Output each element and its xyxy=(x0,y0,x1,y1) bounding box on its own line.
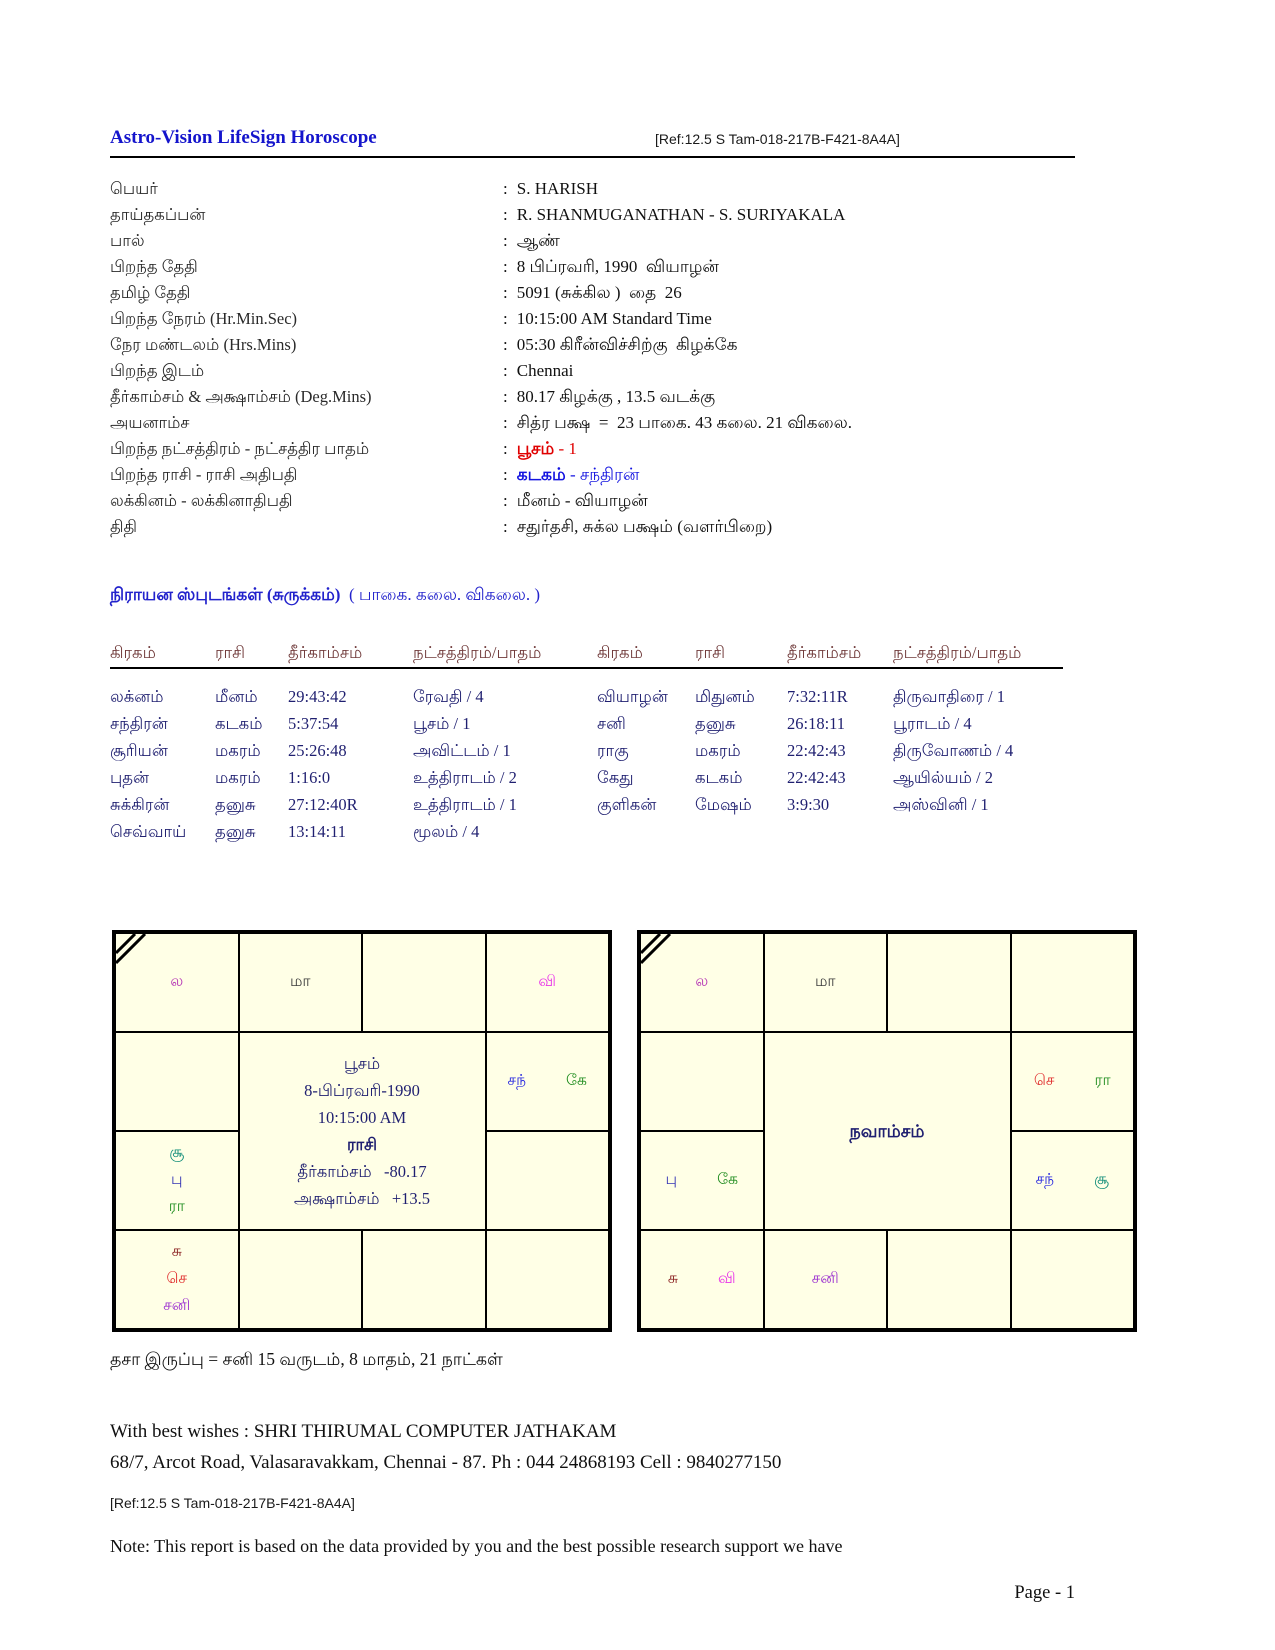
planet-label: மா xyxy=(814,973,836,990)
house-cell xyxy=(115,1131,239,1230)
house-cell xyxy=(764,933,888,1032)
colon: : xyxy=(503,465,508,484)
corner-mark-icon xyxy=(640,933,676,969)
rasi-name: கடகம் xyxy=(516,465,566,484)
colon: : xyxy=(503,361,508,380)
address-line: 68/7, Arcot Road, Valasaravakkam, Chennai - 87. Ph : 044 24868193 Cell : 9840277150 xyxy=(110,1452,782,1473)
cell: மகரம் xyxy=(215,768,261,787)
house-cell xyxy=(115,1230,239,1329)
detail-text: 8 பிப்ரவரி, 1990 வியாழன் xyxy=(516,257,719,276)
house-cell xyxy=(1011,933,1135,1032)
cell: சனி xyxy=(597,714,626,733)
cell: புதன் xyxy=(110,768,150,787)
detail-label: தமிழ் தேதி xyxy=(110,283,191,302)
house-cell xyxy=(486,933,610,1032)
cell: தனுசு xyxy=(215,822,256,841)
house-cell xyxy=(640,1032,764,1131)
detail-row xyxy=(110,358,1075,384)
detail-row xyxy=(110,280,1075,306)
detail-value xyxy=(503,488,648,514)
rasi-chart-center xyxy=(239,1032,486,1230)
col-header: ராசி xyxy=(695,643,726,662)
planet-label: செ xyxy=(166,1270,188,1287)
cell: 7:32:11R xyxy=(787,687,848,706)
house-cell xyxy=(486,1131,610,1230)
detail-value xyxy=(503,332,737,358)
planet-label: சு xyxy=(667,1270,678,1287)
colon: : xyxy=(503,335,508,354)
detail-label: பிறந்த தேதி xyxy=(110,257,198,276)
planet-label: சூ xyxy=(169,1144,185,1161)
planet-label: ல xyxy=(170,973,184,990)
detail-label: பால் xyxy=(110,231,145,250)
cell: ஆயில்யம் / 2 xyxy=(893,768,994,787)
cell: வியாழன் xyxy=(597,687,668,706)
page-number: Page - 1 xyxy=(1014,1583,1075,1603)
colon: : xyxy=(503,205,508,224)
dasa-balance: தசா இருப்பு = சனி 15 வருடம், 8 மாதம், 21 நாட்கள் xyxy=(110,1349,503,1369)
planet-label: சந் xyxy=(1035,1171,1055,1188)
planet-label: கே xyxy=(717,1171,738,1188)
birth-date: 8-பிப்ரவரி-1990 xyxy=(304,1081,420,1100)
table-header-underline xyxy=(110,667,1063,669)
section-title-main: நிராயன ஸ்புடங்கள் (சுருக்கம்) xyxy=(110,585,341,604)
detail-value xyxy=(503,176,598,202)
cell: அஸ்வினி / 1 xyxy=(893,795,989,814)
cell: கேது xyxy=(597,768,634,787)
detail-label: பிறந்த ராசி - ராசி அதிபதி xyxy=(110,465,298,484)
colon: : xyxy=(503,283,508,302)
cell: பூராடம் / 4 xyxy=(893,714,972,733)
detail-row xyxy=(110,332,1075,358)
wishes-line: With best wishes : SHRI THIRUMAL COMPUTER JATHAKAM xyxy=(110,1421,617,1442)
positions-section-title xyxy=(110,585,540,607)
house-cell xyxy=(887,933,1011,1032)
detail-value xyxy=(503,228,560,254)
chart-name: நவாம்சம் xyxy=(849,1120,925,1141)
detail-text: 5091 (சுக்கில ) தை 26 xyxy=(516,283,682,302)
planet-label: ல xyxy=(695,973,709,990)
detail-text: சித்ர பக்ஷ = 23 பாகை. 43 கலை. 21 விகலை. xyxy=(516,413,852,432)
detail-value xyxy=(503,514,772,540)
detail-value xyxy=(503,202,845,228)
planet-label: சு xyxy=(171,1243,182,1260)
cell: 22:42:43 xyxy=(787,741,846,760)
house-cell xyxy=(1011,1032,1135,1131)
cell: செவ்வாய் xyxy=(110,822,187,841)
col-header: கிரகம் xyxy=(110,643,156,662)
cell: மீனம் xyxy=(215,687,258,706)
detail-label: அயனாம்ச xyxy=(110,413,190,432)
detail-row xyxy=(110,306,1075,332)
planet-label: ரா xyxy=(1094,1072,1111,1089)
detail-label: நேர மண்டலம் (Hrs.Mins) xyxy=(110,335,297,354)
cell: ரேவதி / 4 xyxy=(413,687,484,706)
birth-star: பூசம் xyxy=(343,1054,381,1073)
detail-text: Chennai xyxy=(516,361,574,380)
cell: தனுசு xyxy=(695,714,736,733)
house-cell xyxy=(239,1230,363,1329)
planet-label: வி xyxy=(538,973,557,990)
table-row xyxy=(110,738,1065,764)
header-divider xyxy=(110,156,1075,158)
planet-label: கே xyxy=(566,1072,587,1089)
detail-label: பிறந்த நேரம் (Hr.Min.Sec) xyxy=(110,309,298,328)
birth-time: 10:15:00 AM xyxy=(317,1108,407,1127)
note-line: Note: This report is based on the data provided by you and the best possible research support we have xyxy=(110,1536,843,1556)
planet-label: பு xyxy=(665,1171,678,1188)
detail-label: பிறந்த நட்சத்திரம் - நட்சத்திர பாதம் xyxy=(110,439,370,458)
detail-row xyxy=(110,488,1075,514)
detail-row xyxy=(110,202,1075,228)
house-cell xyxy=(764,1230,888,1329)
cell: மேஷம் xyxy=(695,795,752,814)
latitude: அக்ஷாம்சம் +13.5 xyxy=(293,1189,431,1208)
detail-text: S. HARISH xyxy=(516,179,598,198)
table-row xyxy=(110,819,1065,845)
cell: 13:14:11 xyxy=(288,822,347,841)
detail-value xyxy=(503,280,682,306)
cell: சூரியன் xyxy=(110,741,168,760)
cell: குளிகன் xyxy=(597,795,657,814)
house-cell xyxy=(239,933,363,1032)
cell: பூசம் / 1 xyxy=(413,714,471,733)
page-title: Astro-Vision LifeSign Horoscope xyxy=(110,127,377,148)
positions-table-header xyxy=(110,640,1065,666)
cell: மூலம் / 4 xyxy=(413,822,480,841)
corner-mark-icon xyxy=(115,933,151,969)
cell: கடகம் xyxy=(215,714,263,733)
cell: சுக்கிரன் xyxy=(110,795,170,814)
cell: 3:9:30 xyxy=(787,795,830,814)
detail-value xyxy=(503,358,573,384)
planet-label: ரா xyxy=(168,1198,185,1215)
planet-label: சந் xyxy=(507,1072,527,1089)
detail-value xyxy=(503,462,639,488)
planet-label: சனி xyxy=(163,1297,191,1314)
detail-row xyxy=(110,410,1075,436)
colon: : xyxy=(503,413,508,432)
detail-label: தீர்காம்சம் & அக்ஷாம்சம் (Deg.Mins) xyxy=(110,387,372,406)
cell: 27:12:40R xyxy=(288,795,358,814)
house-cell xyxy=(486,1230,610,1329)
cell: சந்திரன் xyxy=(110,714,168,733)
reference-code-footer: [Ref:12.5 S Tam-018-217B-F421-8A4A] xyxy=(110,1495,355,1511)
colon: : xyxy=(503,179,508,198)
nakshatra-pada: - 1 xyxy=(554,439,577,458)
detail-value xyxy=(503,254,719,280)
detail-label: திதி xyxy=(110,517,138,536)
navamsa-chart-center xyxy=(764,1032,1011,1230)
detail-label: பெயர் xyxy=(110,179,158,198)
col-header: தீர்காம்சம் xyxy=(787,643,862,662)
colon: : xyxy=(503,257,508,276)
detail-label: லக்கினம் - லக்கினாதிபதி xyxy=(110,491,293,510)
planet-label: சனி xyxy=(811,1270,839,1287)
col-header: கிரகம் xyxy=(597,643,643,662)
cell: 1:16:0 xyxy=(288,768,331,787)
reference-code: [Ref:12.5 S Tam-018-217B-F421-8A4A] xyxy=(655,131,900,147)
house-cell xyxy=(640,1131,764,1230)
table-row xyxy=(110,684,1065,710)
rasi-chart xyxy=(112,930,612,1332)
planet-label: சூ xyxy=(1094,1171,1109,1188)
detail-text: சதுர்தசி, சுக்ல பக்ஷம் (வளர்பிறை) xyxy=(516,517,773,536)
colon: : xyxy=(503,309,508,328)
cell: தனுசு xyxy=(215,795,256,814)
detail-row-nakshatra xyxy=(110,436,1075,462)
house-cell xyxy=(640,1230,764,1329)
colon: : xyxy=(503,387,508,406)
house-cell xyxy=(115,1032,239,1131)
cell: ராகு xyxy=(597,741,629,760)
house-cell xyxy=(362,933,486,1032)
cell: 22:42:43 xyxy=(787,768,846,787)
cell: லக்னம் xyxy=(110,687,164,706)
cell: திருவாதிரை / 1 xyxy=(893,687,1005,706)
detail-value xyxy=(503,306,712,332)
detail-value xyxy=(503,436,577,462)
navamsa-chart xyxy=(637,930,1137,1332)
col-header: நட்சத்திரம்/பாதம் xyxy=(893,643,1022,662)
cell: 29:43:42 xyxy=(288,687,347,706)
cell: உத்திராடம் / 1 xyxy=(413,795,517,814)
cell: 25:26:48 xyxy=(288,741,347,760)
detail-label: பிறந்த இடம் xyxy=(110,361,205,380)
nakshatra-name: பூசம் xyxy=(516,439,555,458)
col-header: ராசி xyxy=(215,643,246,662)
detail-text: 80.17 கிழக்கு , 13.5 வடக்கு xyxy=(516,387,716,406)
table-row xyxy=(110,792,1065,818)
detail-row xyxy=(110,176,1075,202)
cell: அவிட்டம் / 1 xyxy=(413,741,511,760)
planet-label: பு xyxy=(170,1171,183,1188)
cell: கடகம் xyxy=(695,768,743,787)
detail-text: 10:15:00 AM Standard Time xyxy=(516,309,712,328)
detail-row xyxy=(110,384,1075,410)
detail-text: 05:30 கிரீன்விச்சிற்கு கிழக்கே xyxy=(516,335,738,354)
detail-row xyxy=(110,514,1075,540)
col-header: தீர்காம்சம் xyxy=(288,643,363,662)
longitude: தீர்காம்சம் -80.17 xyxy=(297,1162,427,1181)
colon: : xyxy=(503,491,508,510)
cell: மிதுனம் xyxy=(695,687,755,706)
colon: : xyxy=(503,439,508,458)
table-row xyxy=(110,765,1065,791)
detail-row xyxy=(110,228,1075,254)
detail-text: R. SHANMUGANATHAN - S. SURIYAKALA xyxy=(516,205,846,224)
section-title-units: ( பாகை. கலை. விகலை. ) xyxy=(348,585,541,604)
house-cell xyxy=(1011,1131,1135,1230)
detail-text: ஆண் xyxy=(516,231,560,250)
detail-row-rasi xyxy=(110,462,1075,488)
planet-label: வி xyxy=(717,1270,736,1287)
colon: : xyxy=(503,231,508,250)
house-cell xyxy=(1011,1230,1135,1329)
cell: 5:37:54 xyxy=(288,714,339,733)
detail-row xyxy=(110,254,1075,280)
detail-label: தாய்தகப்பன் xyxy=(110,205,206,224)
chart-name: ராசி xyxy=(346,1135,378,1154)
cell: மகரம் xyxy=(215,741,261,760)
personal-details xyxy=(110,176,1075,540)
colon: : xyxy=(503,517,508,536)
rasi-lord: - சந்திரன் xyxy=(565,465,640,484)
cell: திருவோணம் / 4 xyxy=(893,741,1014,760)
cell: 26:18:11 xyxy=(787,714,846,733)
detail-value xyxy=(503,410,852,436)
house-cell xyxy=(887,1230,1011,1329)
detail-text: மீனம் - வியாழன் xyxy=(516,491,648,510)
cell: உத்திராடம் / 2 xyxy=(413,768,517,787)
cell: மகரம் xyxy=(695,741,741,760)
col-header: நட்சத்திரம்/பாதம் xyxy=(413,643,542,662)
table-row xyxy=(110,711,1065,737)
detail-value xyxy=(503,384,715,410)
house-cell xyxy=(362,1230,486,1329)
house-cell xyxy=(486,1032,610,1131)
planet-label: செ xyxy=(1033,1072,1055,1089)
planet-label: மா xyxy=(289,973,311,990)
